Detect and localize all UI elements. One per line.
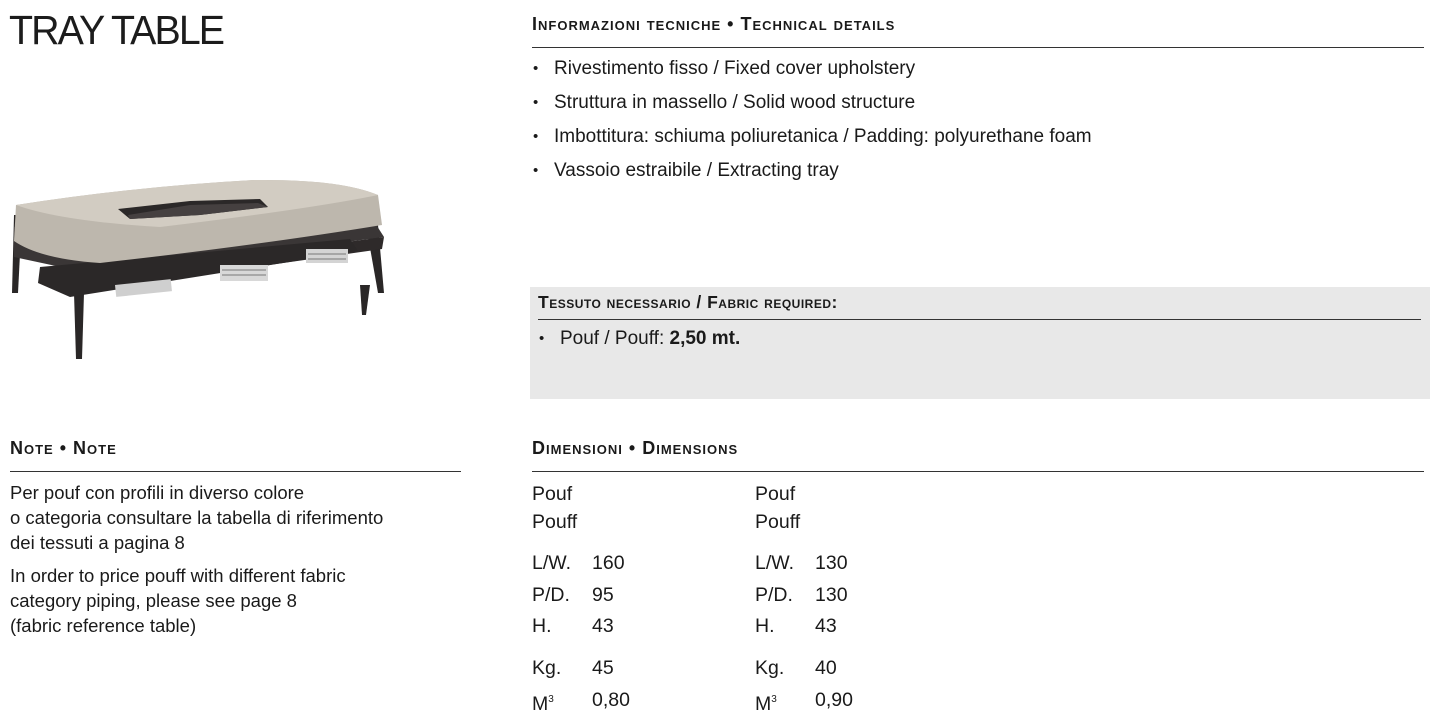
technical-item: • Vassoio estraibile / Extracting tray <box>532 160 1092 194</box>
dimension-value: 43 <box>815 615 837 637</box>
note-divider <box>10 471 461 472</box>
dimension-value: 95 <box>592 584 614 606</box>
dimension-label <box>755 685 777 719</box>
dimension-value: 0,90 <box>815 689 853 711</box>
heading-separator: • <box>628 438 637 458</box>
dimension-label: L/W. <box>532 552 572 574</box>
dimension-label: Kg. <box>755 657 785 679</box>
dimension-name-it: Pouf <box>532 483 573 505</box>
note-line: o categoria consultare la tabella di riferimento <box>10 507 384 528</box>
dimension-label-sup: 3 <box>548 694 554 705</box>
note-line: category piping, please see page 8 <box>10 590 297 611</box>
dimension-value: 40 <box>815 657 837 679</box>
note-paragraph-it <box>10 480 470 555</box>
technical-heading <box>532 14 895 35</box>
dimension-label: P/D. <box>755 584 793 606</box>
note-heading <box>10 438 117 459</box>
dimensions-heading-en: Dimensions <box>642 438 739 458</box>
fabric-item <box>538 328 740 362</box>
technical-item: • Imbottitura: schiuma poliuretanica / Padding: polyurethane foam <box>532 126 1092 160</box>
note-heading-en: Note <box>73 438 117 458</box>
technical-item: • Rivestimento fisso / Fixed cover upholstery <box>532 58 1092 92</box>
heading-separator: • <box>59 438 68 458</box>
dimension-label-text: M <box>532 693 549 715</box>
dimension-label: H. <box>755 615 775 637</box>
dimension-value: 43 <box>592 615 614 637</box>
dimension-value: 45 <box>592 657 614 679</box>
dimension-label-text: M <box>755 693 772 715</box>
dimension-label: H. <box>532 615 552 637</box>
note-line: (fabric reference table) <box>10 615 197 636</box>
dimensions-column-2 <box>755 480 955 720</box>
dimension-label <box>532 685 554 719</box>
fabric-item-label: Pouf / Pouff: <box>560 328 665 349</box>
technical-heading-en: Technical details <box>740 14 896 34</box>
fabric-heading: Tessuto necessario / Fabric required: <box>538 292 838 312</box>
dimension-name-it: Pouf <box>755 483 796 505</box>
fabric-divider <box>538 319 1421 320</box>
note-paragraph-en <box>10 563 470 638</box>
fabric-item-value: 2,50 mt. <box>669 328 741 349</box>
dimension-label: P/D. <box>532 584 570 606</box>
note-body <box>10 480 470 646</box>
page-title: TRAY TABLE <box>9 7 224 53</box>
heading-separator: • <box>727 14 735 34</box>
dimension-name-en: Pouff <box>755 511 801 533</box>
dimensions-divider <box>532 471 1424 472</box>
dimension-name-en: Pouff <box>532 511 578 533</box>
note-line: Per pouf con profili in diverso colore <box>10 482 305 503</box>
tray-table-image <box>10 175 390 365</box>
technical-list <box>532 58 1092 194</box>
technical-divider <box>532 47 1424 48</box>
dimension-value: 130 <box>815 584 848 606</box>
note-line: In order to price pouff with different fabric <box>10 565 346 586</box>
note-line: dei tessuti a pagina 8 <box>10 532 185 553</box>
dimension-value: 160 <box>592 552 625 574</box>
technical-item: • Struttura in massello / Solid wood structure <box>532 92 1092 126</box>
fabric-list <box>538 328 740 362</box>
dimensions-heading <box>532 438 738 459</box>
dimension-value: 130 <box>815 552 848 574</box>
dimension-label: Kg. <box>532 657 562 679</box>
dimension-label: L/W. <box>755 552 795 574</box>
tray-table-illustration <box>10 175 390 365</box>
technical-heading-it: Informazioni tecniche <box>532 14 722 34</box>
dimensions-column-1 <box>532 480 732 720</box>
dimension-label-sup: 3 <box>771 694 777 705</box>
dimension-value: 0,80 <box>592 689 630 711</box>
note-heading-it: Note <box>10 438 54 458</box>
dimensions-heading-it: Dimensioni <box>532 438 623 458</box>
